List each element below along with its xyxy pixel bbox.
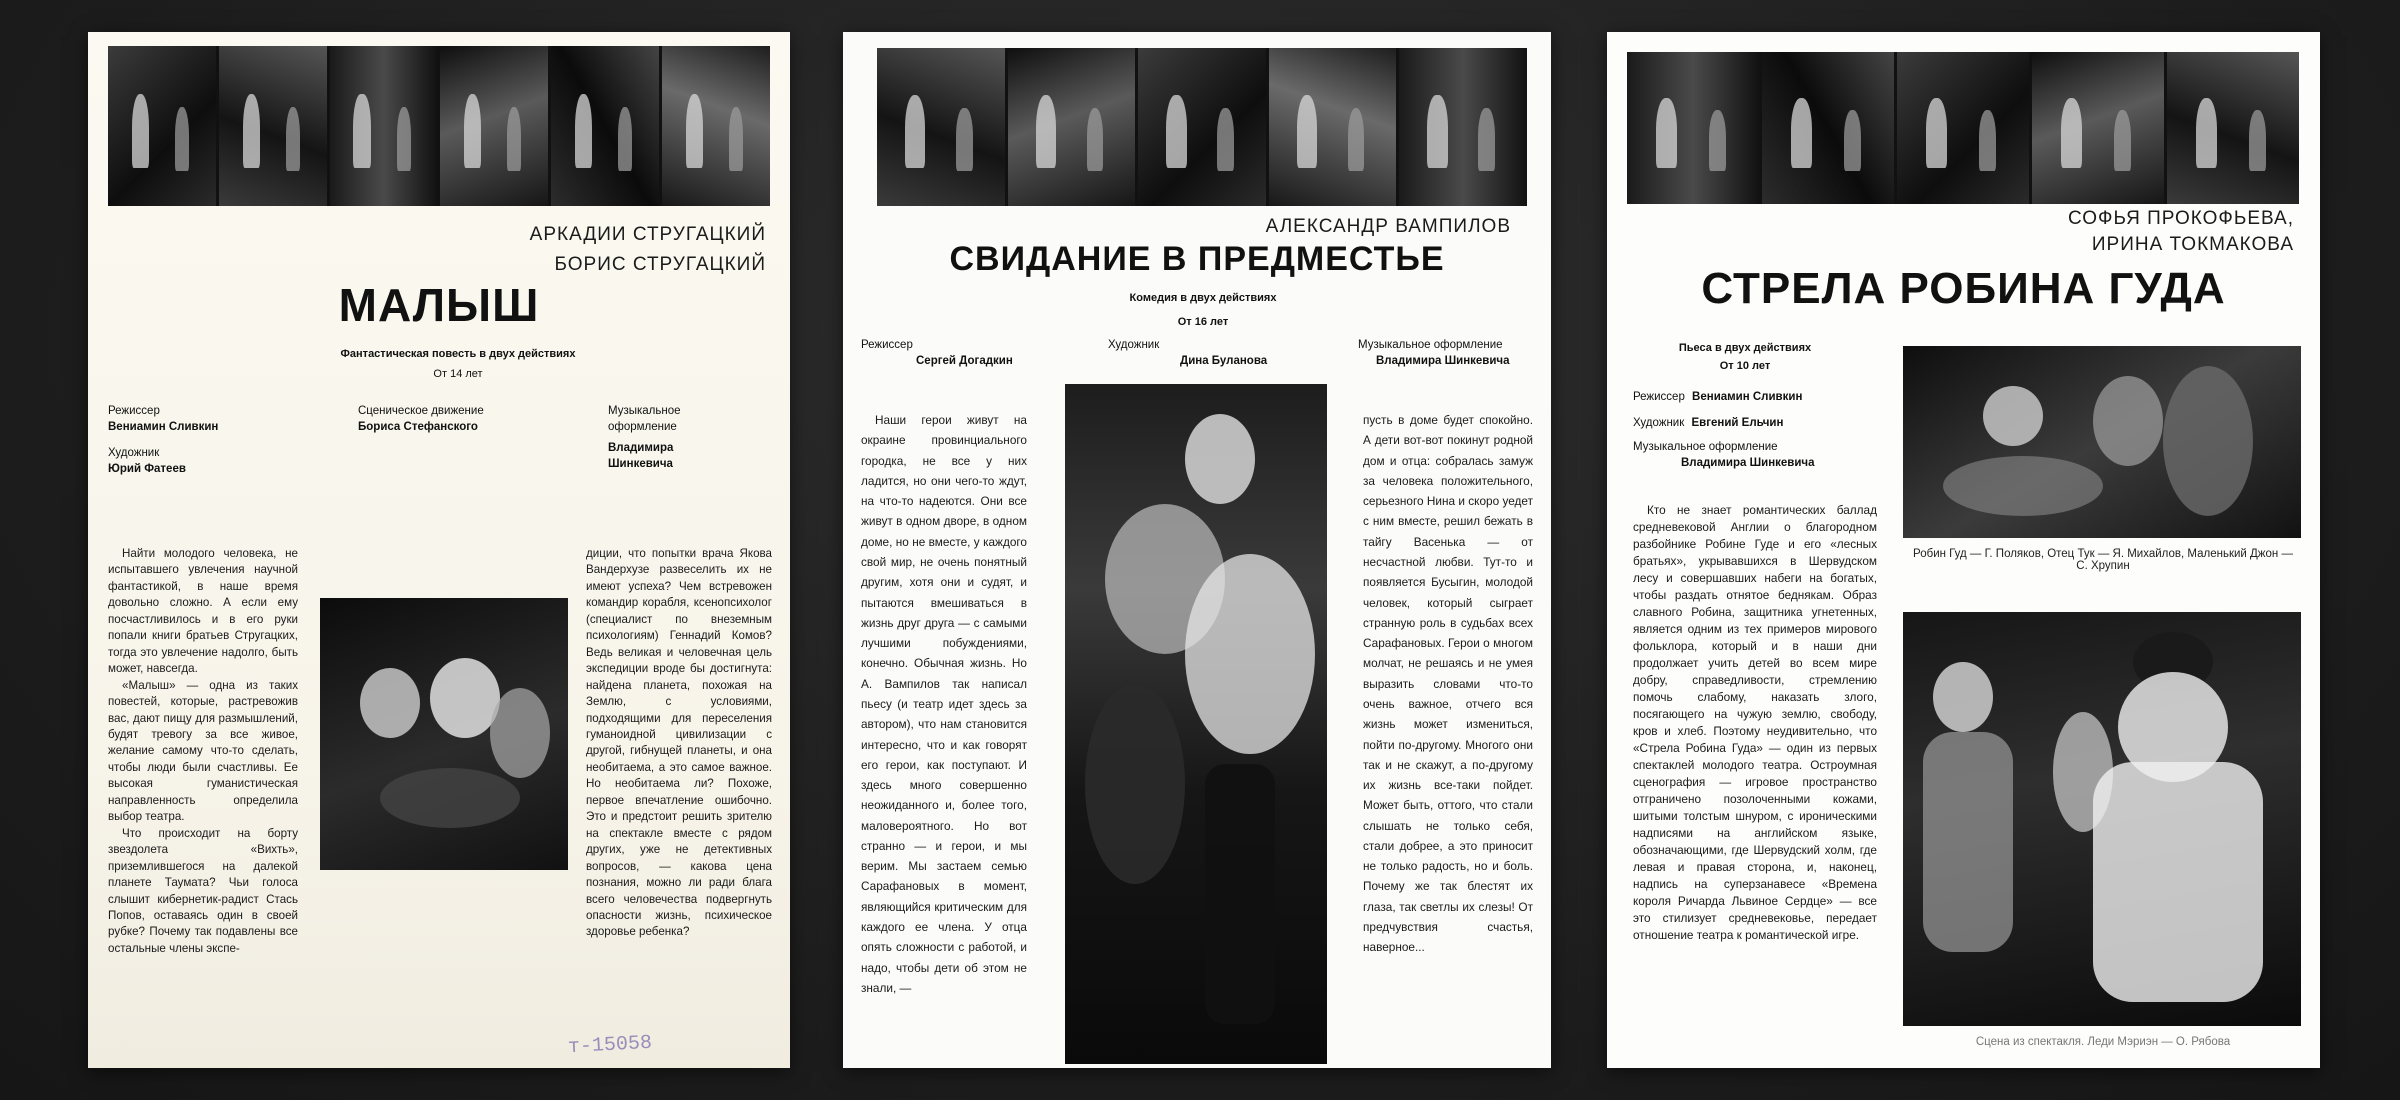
age-rating: От 14 лет xyxy=(433,368,483,380)
production-photo xyxy=(1903,346,2301,538)
credit-role: Художник xyxy=(1633,417,1685,429)
program-page-strela xyxy=(1607,32,2320,1068)
article-column-left xyxy=(108,546,298,957)
credit-name: Вениамин Сливкин xyxy=(1692,391,1803,403)
program-page-malysh xyxy=(88,32,790,1068)
credit-role: Режиссер xyxy=(108,405,160,417)
credit-name: Юрий Фатеев xyxy=(108,462,186,475)
paragraph: Кто не знает романтических баллад средневековой Англии о благородном разбойнике Робине Гуде и его «лесных братьях», укрывавшихся в Шервудском лесу и совершавших набеги на богатых, чтобы раздать отнятое беднякам. Образ славного Робина, защитника угнетенных, является одним из тех примеров мирового фольклора, который и в наши дни продолжает учить детей во всем мире добру, справедливости, стремлению помочь слабому, наказать злого, посягающего на чужую землю, свободу, кров и хлеб. Поэтому неудивительно, что «Стрела Робина Гуда» — один из первых спектаклей молодого театра. Остроумная сценография — игровое пространство отграничено позолоченными кожами, шитыми толстым шнуром, с ироническими надписями на английском языке, обозначающими, где Шервудский холм, где левая и правая сторона, и, наконец, надпись на суперзанавесе «Времена короля Ричарда Львиное Сердце» — все это стилизует средневековье, передает отношение театра к романтической игре. xyxy=(1633,503,1877,942)
library-stamp: т-15058 xyxy=(567,1031,653,1060)
credit-name: Евгений Ельчин xyxy=(1691,417,1784,429)
credit-name: Владимира Шинкевича xyxy=(1681,456,1815,469)
age-rating: От 16 лет xyxy=(1177,316,1229,328)
play-title: СВИДАНИЕ В ПРЕДМЕСТЬЕ xyxy=(949,240,1445,278)
author-name: СОФЬЯ ПРОКОФЬЕВА, xyxy=(2067,208,2294,229)
play-title: СТРЕЛА РОБИНА ГУДА xyxy=(1701,264,2226,313)
credit-role: Художник xyxy=(1108,339,1160,351)
credit-role: Музыкальное оформление xyxy=(1358,339,1503,351)
paragraph: Что происходит на борту звездолета «Вихть», приземлившегося на далекой планете Таумата? Чьи голоса слышит кибернетик-радист Стась Попов, оставаясь один в своей рубке? Почему так подавлены все остальные члены экспе- xyxy=(108,826,298,955)
credit-name: Владимира Шинкевича xyxy=(608,442,674,470)
credit-director xyxy=(861,338,1061,369)
article-column xyxy=(1633,502,1877,944)
credit-name: Бориса Стефанского xyxy=(358,420,478,433)
credit-music xyxy=(1358,338,1548,369)
author-name: ИРИНА ТОКМАКОВА xyxy=(2091,234,2294,255)
credit-role: Режиссер xyxy=(861,339,913,351)
credit-name: Вениамин Сливкин xyxy=(108,420,219,433)
author-name: АЛЕКСАНДР ВАМПИЛОВ xyxy=(1265,216,1511,237)
credit-music xyxy=(608,404,698,472)
play-genre: Комедия в двух действиях xyxy=(1129,292,1277,304)
credit-role: Музыкальное оформление xyxy=(1633,441,1778,453)
credit-name: Дина Буланова xyxy=(1180,354,1268,367)
article-column-left xyxy=(861,410,1027,998)
production-photo xyxy=(1903,612,2301,1026)
credit-artist xyxy=(108,446,328,477)
age-rating: От 10 лет xyxy=(1719,360,1771,372)
credit-music xyxy=(1633,440,1893,471)
credit-artist xyxy=(1633,416,1893,432)
article-column-right xyxy=(586,546,772,941)
play-genre: Фантастическая повесть в двух действиях xyxy=(340,348,576,360)
paragraph: «Малыш» — одна из таких повестей, которые, растревожив вас, дают пищу для размышлений, будят тревогу за все живое, желание самому что-то сделать, чтобы люди были счастливы. Ее высокая гуманистическая направленность определила выбор театра. xyxy=(108,678,298,824)
paragraph: диции, что попытки врача Якова Вандерхузе развеселить их не имеют успеха? Чем встревожен командир корабля, ксенопсихолог (специалист по внеземным психологиям) Геннадий Комов? Ведь великая и человечная цель экспедиции вроде бы достигнута: найдена планета, похожая на Землю, с условиями, подходящими для переселения гуманоидной цивилизации с другой, гибнущей планеты, и она необитаема, а это самое важное. Но необитаема ли? Похоже, первое впечатление ошибочно. Это и предстоит решить зрителю на спектакле вместе с рядом других, уже не детективных вопросов, — какова цена познания, можно ли ради блага всего человечества подвергнуть опасности жизнь, психическое здоровье ребенка? xyxy=(586,547,772,939)
author-name: БОРИС СТРУГАЦКИЙ xyxy=(554,254,766,275)
photo-caption: Робин Гуд — Г. Поляков, Отец Тук — Я. Михайлов, Маленький Джон — С. Хрупин xyxy=(1913,548,2293,572)
credit-director xyxy=(108,404,328,435)
play-genre: Пьеса в двух действиях xyxy=(1678,342,1812,354)
credit-artist xyxy=(1108,338,1308,369)
production-photo-strip xyxy=(877,48,1527,206)
production-photo xyxy=(320,598,568,870)
article-column-right xyxy=(1363,410,1533,958)
credit-role: Сценическое движение xyxy=(358,405,484,417)
author-name: АРКАДИИ СТРУГАЦКИЙ xyxy=(529,224,766,245)
credit-role: Режиссер xyxy=(1633,391,1685,403)
photo-caption: Сцена из спектакля. Леди Мэриэн — О. Рябова xyxy=(1975,1036,2231,1048)
production-photo xyxy=(1065,384,1327,1064)
paragraph: Найти молодого человека, не испытавшего увлечения научной фантастикой, в наше время довольно сложно. А если ему посчастливилось и в его руки попали книги братьев Стругацких, тогда это увлечение надолго, быть может, навсегда. xyxy=(108,547,298,676)
credit-name: Владимира Шинкевича xyxy=(1376,354,1510,367)
production-photo-strip xyxy=(108,46,770,206)
credit-role: Музыкальное оформление xyxy=(608,405,681,433)
paragraph: пусть в доме будет спокойно. А дети вот-вот покинут родной дом и отца: собралась замуж за человека положительного, серьезного Нина и скоро уедет с ним вместе, решил бежать в тайгу Васенька — от несчастной любви. Тут-то и появляется Бусыгин, молодой человек, который сыграет странную роль в судьбах всех Сарафановых. Герои о многом молчат, не решаясь и не умея выразить словами что-то очень важное, отчего вся жизнь может измениться, пойти по-другому. Многого они так и не скажут, а по-другому их жизнь все-таки пойдет. Может быть, оттого, что стали слышать не только себя, стали добрее, а это приносит не только радость, но и боль. Почему же так блестят их глаза, так светлы их слезы! От предчувствия счастья, наверное... xyxy=(1363,413,1533,955)
credit-movement xyxy=(358,404,558,435)
credit-role: Художник xyxy=(108,447,160,459)
credit-name: Сергей Догадкин xyxy=(916,354,1013,367)
production-photo-strip xyxy=(1627,52,2299,204)
credit-director xyxy=(1633,390,1893,406)
program-page-svidanie xyxy=(843,32,1551,1068)
play-title: МАЛЫШ xyxy=(338,279,540,331)
paragraph: Наши герои живут на окраине провинциального городка, не все у них ладится, но они чего-то ждут, на что-то надеются. Они все живут в одном дворе, в одном доме, но не вместе, у каждого свой мир, не очень понятный другим, хотя они и судят, и пытаются вмешиваться в жизнь друг друга — с самыми лучшими побуждениями, конечно. Обычная жизнь. Но А. Вампилов так написал пьесу (и театр идет здесь за автором), что нам становится интересно, что и как говорят его герои, как поступают. И здесь много совершенно неожиданного и, более того, маловероятного. Но вот странно — и герои, и мы верим. Мы застаем семью Сарафановых в момент, являющийся критическим для каждого ее члена. У отца опять сложности с работой, и надо, чтобы дети об этом не знали, — xyxy=(861,413,1027,995)
